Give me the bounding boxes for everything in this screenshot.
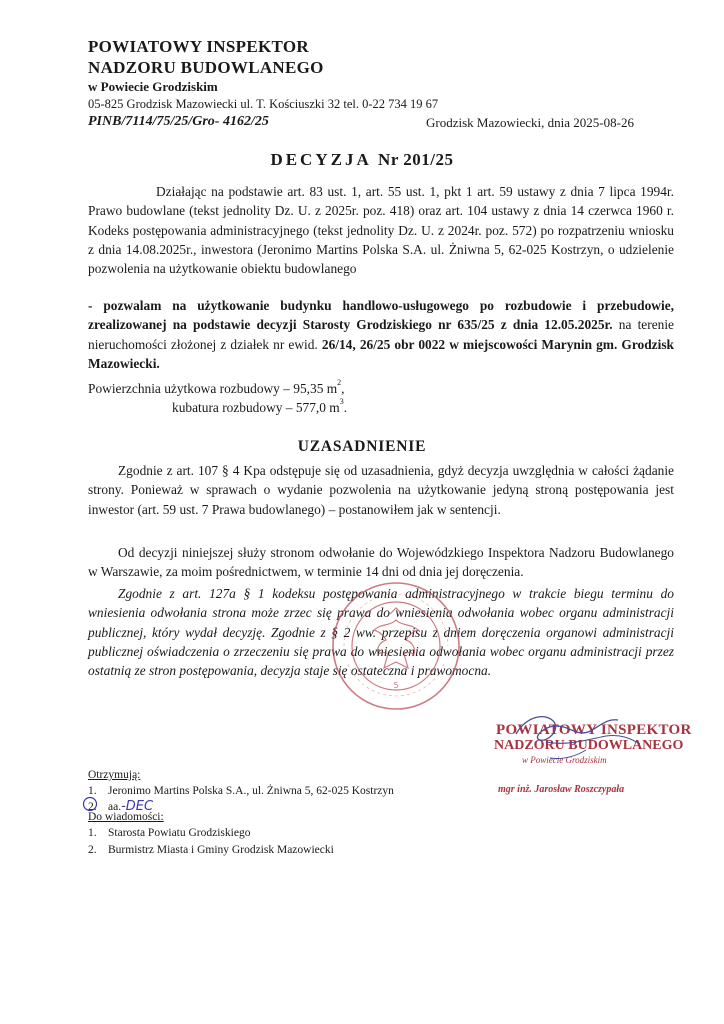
- operative-plots-bold: 26/14, 26/25 obr 0022 w miejscowości Marynin gm. Grodzisk Mazowiecki.: [88, 336, 674, 371]
- decision-title-word: DECYZJA: [270, 150, 371, 169]
- handwritten-signature-icon: [486, 704, 666, 774]
- operative-text-normal: na terenie nieruchomości złożonej z działek nr ewid.: [88, 317, 674, 352]
- decision-operative-paragraph: [88, 296, 674, 373]
- authority-name-line2: NADZORU BUDOWLANEGO: [88, 58, 324, 77]
- signer-name: mgr inż. Jarosław Roszczypała: [498, 784, 625, 795]
- decision-number: Nr 201/25: [378, 150, 454, 169]
- information-item: 2. Burmistrz Miasta i Gminy Grodzisk Mazowiecki: [88, 844, 334, 856]
- case-reference: PINB/7114/75/25/Gro- 4162/25: [88, 114, 269, 129]
- authority-name-line1: POWIATOWY INSPEKTOR: [88, 37, 309, 56]
- recipient-item: 1. Jeronimo Martins Polska S.A., ul. Żniwna 5, 62-025 Kostrzyn: [88, 785, 394, 797]
- for-information-heading: Do wiadomości:: [88, 811, 164, 823]
- justification-paragraph: Zgodnie z art. 107 § 4 Kpa odstępuje się od uzasadnienia, gdyż decyzja uwzględnia w całości żądanie strony. Ponieważ w sprawach o wydanie pozwolenia na użytkowanie jedyną stroną postępowania jest inwestor (art. 59 ust. 7 Prawa budowlanego) – postanowiłem jak w sentencji.: [88, 463, 674, 517]
- recipients-heading: Otrzymują:: [88, 769, 141, 781]
- recipient-item: 2. aa.-DEC: [88, 799, 154, 814]
- operative-text-bold: - pozwalam na użytkowanie budynku handlowo-usługowego po rozbudowie i przebudowie, zrealizowanej na podstawie decyzji Starosty Grodziskiego nr 635/25 z dnia 12.05.2025r.: [88, 298, 674, 333]
- decision-title: [0, 150, 724, 170]
- appeal-paragraph: Od decyzji niniejszej służy stronom odwołanie do Wojewódzkiego Inspektora Nadzoru Budowlanego w Warszawie, za moim pośrednictwem, w terminie 14 dni od dnia jej doręczenia.: [88, 545, 674, 580]
- document-date: Grodzisk Mazowiecki, dnia 2025-08-26: [426, 115, 634, 130]
- svg-text:5: 5: [393, 681, 399, 690]
- official-round-seal-icon: [330, 580, 462, 712]
- stamp-line3: w Powiecie Grodziskim: [522, 755, 607, 765]
- justification-heading: UZASADNIENIE: [297, 438, 427, 455]
- authority-address: 05-825 Grodzisk Mazowiecki ul. T. Kościuszki 32 tel. 0-22 734 19 67: [88, 97, 439, 111]
- authority-district: w Powiecie Grodziskim: [88, 79, 218, 94]
- usable-area-line: Powierzchnia użytkowa rozbudowy – 95,35 $m^2$,: [88, 378, 345, 396]
- stamp-line1: POWIATOWY INSPEKTOR: [496, 722, 692, 738]
- handwritten-note: -DEC: [121, 799, 154, 814]
- legal-basis-paragraph: Działając na podstawie art. 83 ust. 1, art. 55 ust. 1, pkt 1 art. 59 ustawy z dnia 7 lipca 1994r. Prawo budowlane (tekst jednolity Dz. U. z 2025r. poz. 418) oraz art. 104 ustawy z dnia 14 czerwca 1960 r. Kodeks postępowania administracyjnego (tekst jednolity Dz. U. z 2024r. poz. 572) po rozpatrzeniu wniosku z dnia 14.08.2025r., inwestora (Jeronimo Martins Polska S.A. ul. Żniwna 5, 62-025 Kostrzyn, o udzielenie pozwolenia na użytkowanie obiektu budowlanego: [88, 184, 674, 277]
- information-item: 1. Starosta Powiatu Grodziskiego: [88, 827, 251, 839]
- waiver-paragraph: Zgodnie z art. 127a § 1 kodeksu postępowania administracyjnego w trakcie biegu terminu do wniesienia odwołania strona może zrzec się prawa do wniesienia odwołania wobec organu administracji publicznej, który wydał decyzję. Zgodnie z § 2 ww. przepisu z dniem doręczenia organowi administracji publicznej oświadczenia o zrzeczeniu się prawa do wniesienia odwołania wobec organu administracji przez ostatnią ze stron postępowania, decyzja staje się ostateczna i prawomocna.: [88, 586, 674, 679]
- volume-line: kubatura rozbudowy – 577,0 $m^3$.: [172, 397, 348, 415]
- stamp-line2: NADZORU BUDOWLANEGO: [494, 738, 684, 753]
